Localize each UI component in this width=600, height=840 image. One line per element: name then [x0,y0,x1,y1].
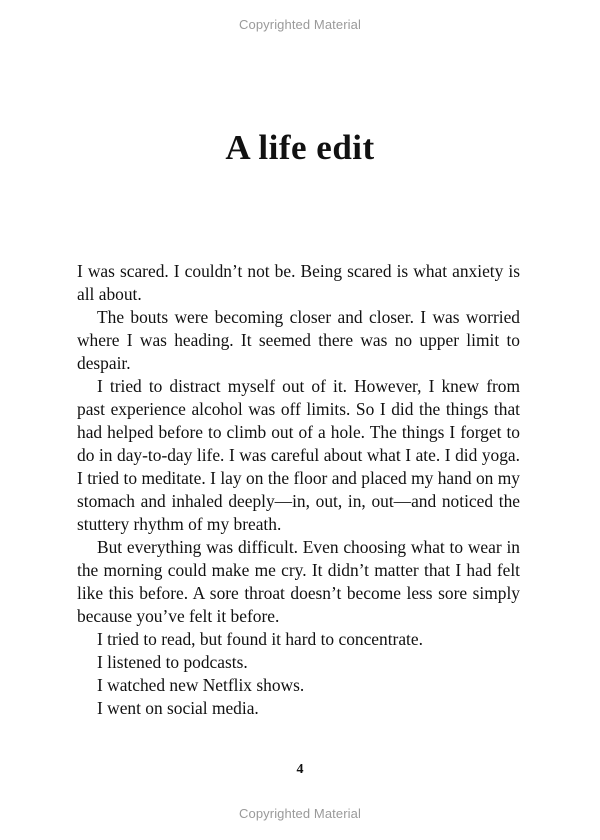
paragraph: I tried to read, but found it hard to concentrate. [97,629,423,649]
page-number: 4 [296,762,304,777]
paragraph: I went on social media. [97,698,259,718]
paragraph: The bouts were becoming closer and closer. I was worried where I was heading. It seemed there was no upper limit to despair. [77,307,520,373]
body-text [77,260,520,720]
paragraph: I watched new Netflix shows. [97,675,305,695]
copyright-watermark-bottom: Copyrighted Material [239,806,361,821]
chapter-title: A life edit [225,128,375,167]
paragraph: But everything was difficult. Even choosing what to wear in the morning could make me cry. It didn’t matter that I had felt like this before. A sore throat doesn’t become less sore simply because you’ve felt it before. [77,537,520,626]
paragraph: I listened to podcasts. [97,652,248,672]
copyright-watermark-top: Copyrighted Material [239,17,361,32]
paragraph: I was scared. I couldn’t not be. Being scared is what anxiety is all about. [77,261,520,304]
paragraph: I tried to distract myself out of it. However, I knew from past experience alcohol was off limits. So I did the things that had helped before to climb out of a hole. The things I forget to do in day-to-day life. I was careful about what I ate. I did yoga. I tried to meditate. I lay on the floor and placed my hand on my stomach and inhaled deeply—in, out, in, out—and noticed the stuttery rhythm of my breath. [77,376,520,534]
